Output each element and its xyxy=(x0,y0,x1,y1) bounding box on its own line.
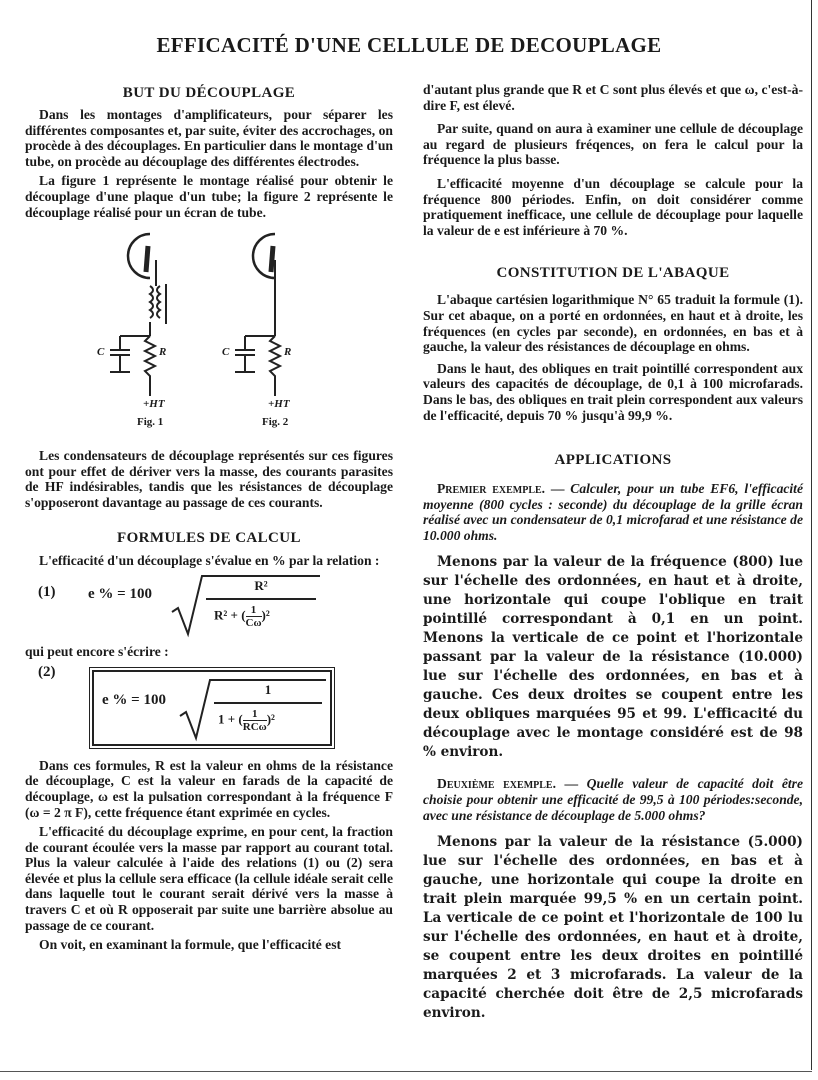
section-formules-alt xyxy=(25,644,393,664)
paragraph: Calculer, pour un tube EF6, l'efficacité moyenne (800 cycles : seconde) du découplage de la grille écran réalisé avec un condensateur de 0,1 microfarad et une résistance de 10.000 ohms. xyxy=(423,481,803,543)
page-title: EFFICACITÉ D'UNE CELLULE DE DECOUPLAGE xyxy=(156,33,662,57)
example-1-answer xyxy=(423,553,803,762)
fig1-c-label: C xyxy=(97,346,105,359)
example-2-answer xyxy=(423,833,803,1023)
example-1-label: Premier exemple. — xyxy=(437,481,565,497)
paragraph: Dans le haut, des obliques en trait pointillé correspondent aux valeurs des capacités de découplage, de 0,1 à 100 microfarads. Dans le bas, des obliques en trait plein correspondent aux valeurs de l'efficacité, depuis 70 % jusqu'à 99,9 %. xyxy=(423,360,803,423)
fig1-r-label: R xyxy=(159,346,167,359)
paragraph: Menons par la valeur de la résistance (5.000) lue sur l'échelle des ordonnées, en bas et à gauche, une horizontale qui coupe la droite en trait plein marquée 99,5 % en un certain point. La verticale de ce point et l'horizontale de 100 lu sur l'échelle des ordonnées, en haut et à droite, se coupent entre les deux droites en pointillé marquées 2 et 3 microfarads. La valeur de la capacité cherchée doit être de 2,5 microfarads environ. xyxy=(423,834,803,1022)
paragraph: Par suite, quand on aura à examiner une cellule de découplage au regard de plusieurs fréqences, on fera le calcul pour la fréquence la plus basse. xyxy=(423,121,803,168)
fig2-c-label: C xyxy=(222,346,230,359)
formula-2-area xyxy=(25,664,393,752)
formula-1-area xyxy=(25,572,393,644)
example-2-label: Deuxième exemple. — xyxy=(437,776,579,792)
formula-1-lhs: e % = 100 xyxy=(88,586,152,603)
heading-constitution: CONSTITUTION DE L'ABAQUE xyxy=(496,265,730,282)
formula-1 xyxy=(88,572,328,642)
paragraph: Dans les montages d'amplificateurs, pour séparer les différentes composantes et, par suite, éviter des accrochages, on procède à des découplages. En particulier dans le montage d'un tube, on procède au découplage des différentes électrodes. xyxy=(25,107,393,169)
heading-but-du-decouplage: BUT DU DÉCOUPLAGE xyxy=(122,85,296,101)
section-formules-intro xyxy=(25,553,393,573)
example-1-question xyxy=(423,481,803,547)
section-constitution xyxy=(423,292,803,427)
right-column xyxy=(423,82,803,1023)
paragraph: L'abaque cartésien logarithmique N° 65 traduit la formule (1). Sur cet abaque, on a porté en ordonnées, en haut et à droite, les fréquences (en cycles par seconde), en ordonnées, en bas et à gauche, la valeur des résistances de découplage en ohms. xyxy=(423,292,803,355)
formula-1-number: (1) xyxy=(38,584,56,601)
fig1-ht-label: +HT xyxy=(143,398,165,411)
formula-2-number: (2) xyxy=(38,663,56,680)
fig2-r-label: R xyxy=(284,346,292,359)
paragraph: Menons par la valeur de la fréquence (800) lue sur l'échelle des ordonnées, en haut et à droite, une horizontale qui coupe l'oblique en trait pointillé correspondant à 0,1 en un point. Menons la verticale de ce point et l'horizontale passant par la valeur de la résistance (10.000) lue sur l'échelle des ordonnées, en bas et à gauche. Ces deux droites se coupent entre les deux obliques marquées 95 et 99. L'efficacité du découplage avec le montage considéré est de 98 % environ. xyxy=(423,554,803,761)
page-border-bottom xyxy=(0,1071,812,1072)
circuit-figures-area xyxy=(25,224,393,436)
formula-1-numerator: R² xyxy=(254,578,268,594)
paragraph: L'efficacité du découplage exprime, en pour cent, la fraction de courant écoulée vers la masse par rapport au courant total. Plus la valeur calculée à l'aide des relations (1) ou (2) sera élevée et plus la cellule sera efficace (la cellule idéale serait celle dans laquelle tout le courant serait dérivé vers la masse à travers C et où R opposerait par suite une barrière absolue au passage de ce courant. xyxy=(25,824,393,933)
paragraph: qui peut encore s'écrire : xyxy=(25,644,169,660)
section-formules-explain xyxy=(25,758,393,957)
formula-2 xyxy=(94,672,330,744)
page-border-right xyxy=(811,0,812,1070)
section-right-top xyxy=(423,82,803,242)
paragraph: L'efficacité moyenne d'un découplage se calcule pour la fréquence 800 périodes. Enfin, on doit considérer comme pratiquement inefficace, une cellule de découplage pour laquelle la valeur de e est inférieure à 70 %. xyxy=(423,175,803,238)
heading-formules: FORMULES DE CALCUL xyxy=(117,529,301,546)
circuit-figures xyxy=(90,224,330,414)
figure-1-drawing xyxy=(110,234,166,396)
paragraph: L'efficacité d'un découplage s'évalue en % par la relation : xyxy=(39,552,380,568)
formula-2-numerator: 1 xyxy=(264,681,272,697)
formula-1-denominator: R² + ( $\frac{1}{C\omega}$ )² xyxy=(214,604,270,630)
paragraph: Les condensateurs de découplage représentés sur ces figures ont pour effet de dériver vers la masse, des courants parasites de HF indésirables, tandis que les résistances de découplage s'opposeront davantage au passage de ces courants. xyxy=(25,448,393,510)
formula-2-lhs: e % = 100 xyxy=(102,691,166,708)
paragraph: On voit, en examinant la formule, que l'efficacité est xyxy=(39,937,342,953)
section-condensateurs xyxy=(25,448,393,514)
figure-2-drawing xyxy=(235,234,280,396)
left-column xyxy=(25,84,393,957)
fig1-caption: Fig. 1 xyxy=(137,416,164,429)
formula-2-denominator: 1 + ( 1 RCω )² xyxy=(218,707,275,733)
paragraph: Dans ces formules, R est la valeur en ohms de la résistance de découplage, C est la valeur en farads de la capacité de découplage, ω est la pulsation correspondant à la fréquence F (ω = 2 π F), cette fréquence étant exprimée en cycles. xyxy=(25,757,393,820)
example-2-question xyxy=(423,776,803,827)
paragraph: La figure 1 représente le montage réalisé pour obtenir le découplage d'une plaque d'un tube; la figure 2 représente le découplage réalisé pour un écran de tube. xyxy=(25,173,393,220)
fig2-ht-label: +HT xyxy=(268,398,290,411)
section-but xyxy=(25,107,393,224)
heading-applications: APPLICATIONS xyxy=(554,452,672,469)
paragraph: Quelle valeur de capacité doit être choisie pour obtenir une efficacité de 99,5 à 100 périodes:seconde, avec une résistance de découplage de 5.000 ohms? xyxy=(423,776,804,823)
paragraph: d'autant plus grande que R et C sont plus élevés et que ω, c'est-à-dire F, est élevé. xyxy=(423,82,803,113)
fig2-caption: Fig. 2 xyxy=(262,416,289,429)
formula-2-box xyxy=(92,670,332,746)
